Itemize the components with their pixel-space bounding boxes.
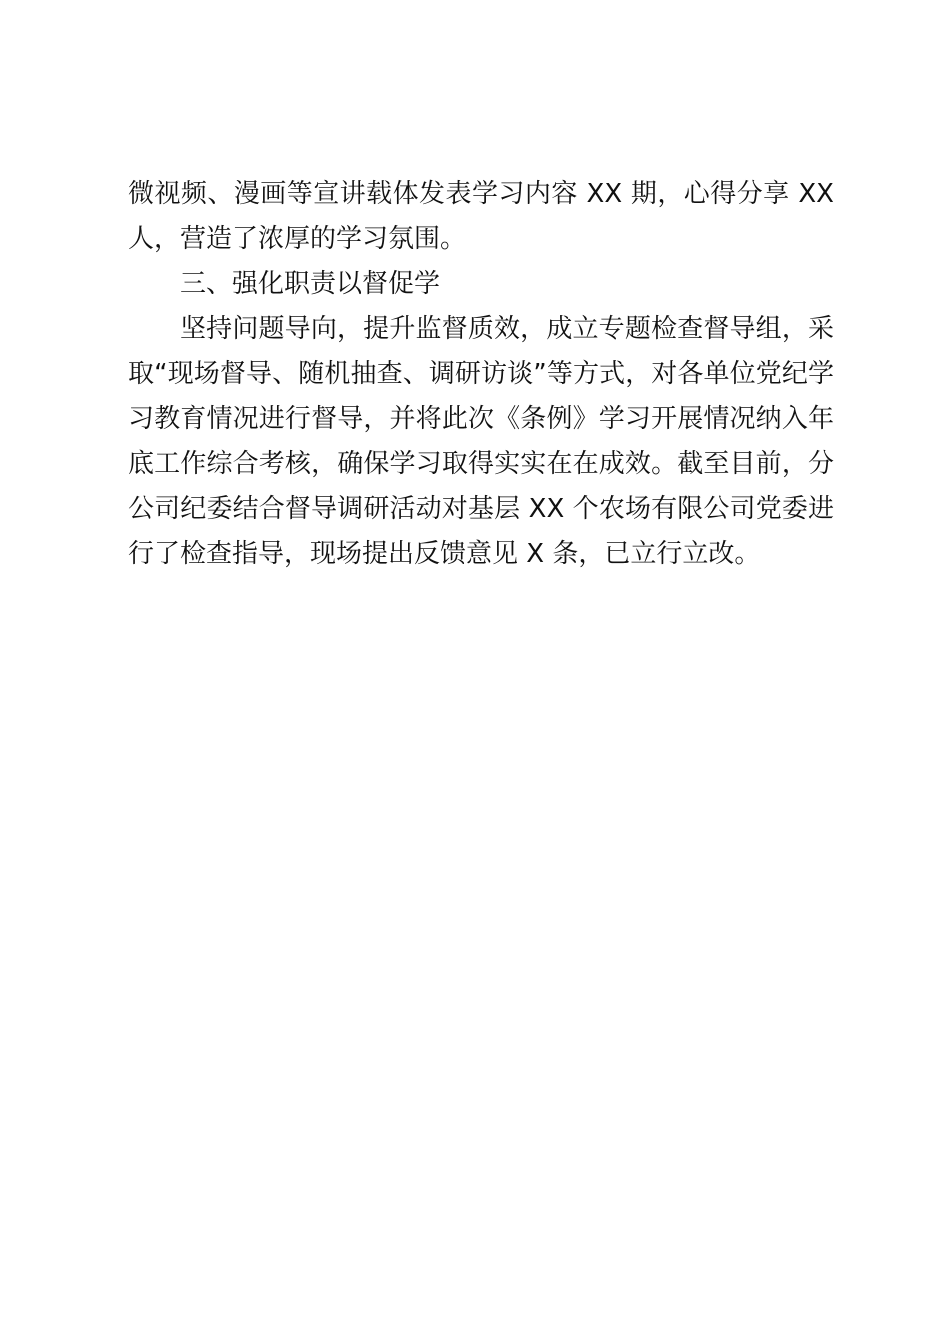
paragraph-line: 行了检查指导，现场提出反馈意见 X 条，已立行立改。 — [128, 539, 761, 569]
paragraph-line: 底工作综合考核，确保学习取得实实在在成效。截至目前，分 — [128, 449, 834, 479]
paragraph-line: 习教育情况进行督导，并将此次《条例》学习开展情况纳入年 — [128, 404, 834, 434]
paragraph-line: 微视频、漫画等宣讲载体发表学习内容 XX 期，心得分享 XX — [128, 179, 834, 209]
paragraph-learning-atmosphere — [128, 172, 834, 262]
document-body — [128, 172, 834, 577]
section-heading: 三、强化职责以督促学 — [180, 269, 441, 299]
paragraph-line: 公司纪委结合督导调研活动对基层 XX 个农场有限公司党委进 — [128, 494, 834, 524]
paragraph-line: 坚持问题导向，提升监督质效，成立专题检查督导组，采 — [180, 314, 834, 344]
paragraph-supervision — [128, 307, 834, 577]
paragraph-line: 取“现场督导、随机抽查、调研访谈”等方式，对各单位党纪学 — [128, 359, 834, 389]
paragraph-line: 人，营造了浓厚的学习氛围。 — [128, 224, 467, 254]
